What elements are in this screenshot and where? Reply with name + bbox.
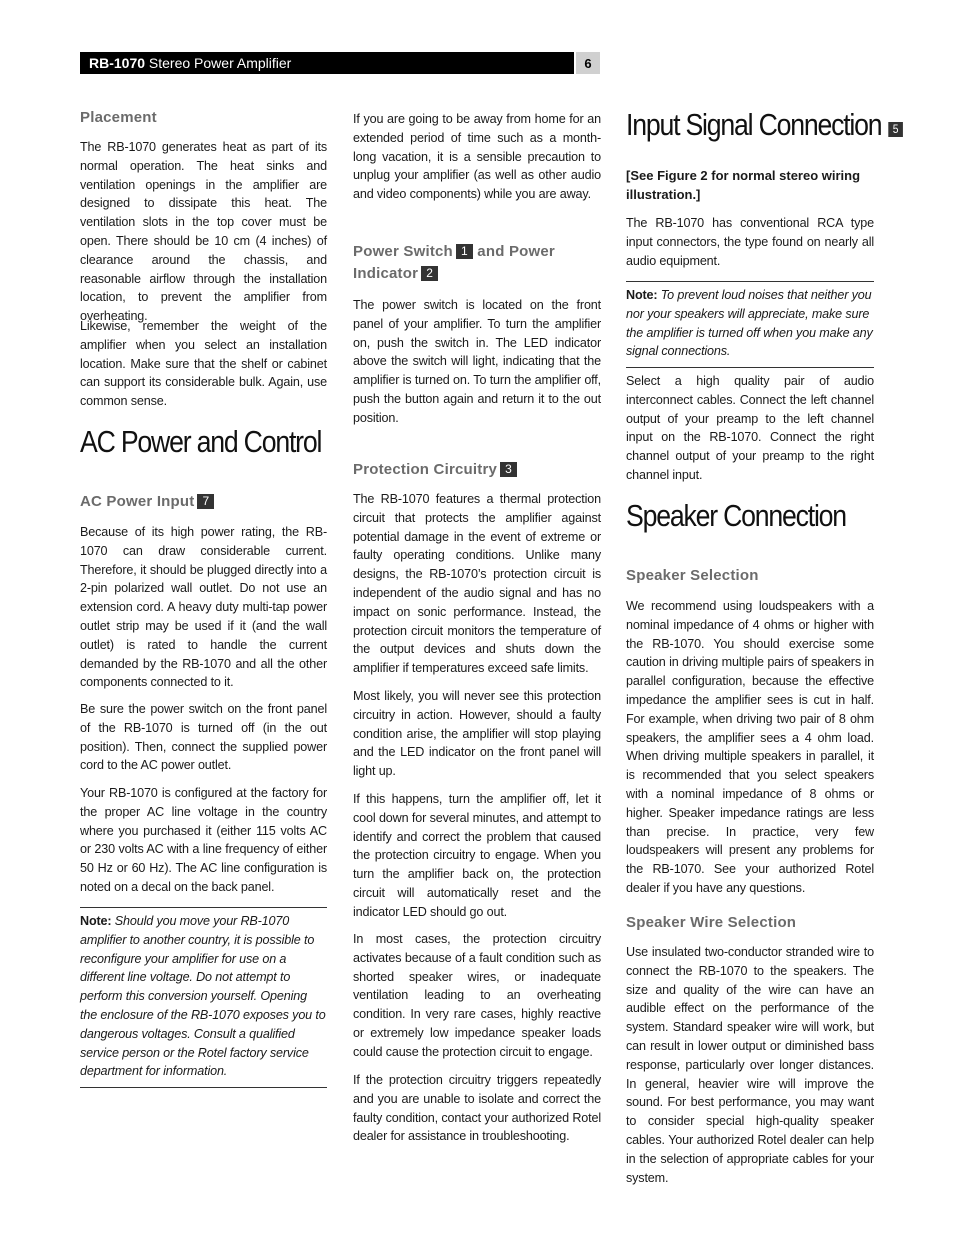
callout-number-3: 3 (500, 462, 517, 477)
speaker-selection-paragraph: We recommend using loudspeakers with a nominal impedance of 4 ohms or higher with the RB-1070. You should exercise some caution in driving multiple pairs of speakers in parallel configuration, because the effective impedance the amplifier sees is cut in half. For example, when driving two pair of 8 ohm speakers, the amplifier sees a 4 ohm load. When driving multiple speakers in parallel, it is recommended that you select speakers with a nominal impedance of 8 ohms or higher. Speaker impedance ratings are less than precise. In practice, very few loudspeakers will present any problems for the RB-1070. See your authorized Rotel dealer if you have any questions. (626, 599, 874, 895)
heading-power-switch-label-a: Power Switch (353, 243, 453, 260)
heading-protection-circuitry (353, 459, 601, 481)
heading-speaker-wire: Speaker Wire Selection (626, 914, 797, 931)
heading-power-switch (353, 241, 601, 285)
protection-paragraph-1: The RB-1070 features a thermal protection circuit that protects the amplifier against potential damage in the event of extreme or faulty operating conditions. Unlike many designs, the RB-1070’s protection circuit is independent of the audio signal and has no impact on sonic performance. Instead, the protection circuit monitors the temperature of the output devices and shuts down the amplifier if temperatures exceed safe limits. (353, 492, 601, 676)
input-paragraph-1: The RB-1070 has conventional RCA type input connectors, the type found on nearly all audio equipment. (626, 216, 874, 268)
header-model: RB-1070 (89, 55, 146, 71)
heading-speaker-selection: Speaker Selection (626, 567, 759, 584)
placement-paragraph-1: The RB-1070 generates heat as part of its normal operation. The heat sinks and ventilation openings in the amplifier are designed to dissipate this heat. The ventilation slots in the top cover must be open. There should be 10 cm (4 inches) of clearance around the chassis, and reasonable airflow through the installation location, to prevent the amplifier from overheating. (80, 140, 327, 324)
protection-paragraph-2: Most likely, you will never see this protection circuitry in action. However, should a faulty condition arise, the amplifier will stop playing and the LED indicator on the front panel will light up. (353, 689, 601, 779)
section-title-ac-power: AC Power and Control (80, 424, 322, 459)
page-number: 6 (576, 52, 600, 74)
page-header (80, 52, 574, 74)
note-label: Note: (80, 914, 112, 928)
note-signal-connection (626, 281, 874, 368)
heading-ac-power-input-label: AC Power Input (80, 493, 195, 510)
note-text: To prevent loud noises that neither you nor your speakers will appreciate, make sure the amplifier is turned off when you make any signal connections. (626, 288, 873, 359)
protection-paragraph-4: In most cases, the protection circuitry activates because of a fault condition such as shorted speaker wires, or inadequate ventilation leading to an overheating condition. In very rare cases, highly reactive or extremely low impedance speaker loads could cause the protection circuit to engage. (353, 932, 601, 1059)
placement-paragraph-2: Likewise, remember the weight of the amplifier when you select an installation location. Make sure that the shelf or cabinet can support its considerable bulk. Again, use common sense. (80, 319, 327, 409)
section-title-speaker-connection: Speaker Connection (626, 498, 846, 533)
input-paragraph-2: Select a high quality pair of audio interconnect cables. Connect the left channel output of your preamp to the left channel input on the RB-1070. Connect the right channel output of your preamp to the right channel input. (626, 374, 874, 482)
note-label: Note: (626, 288, 658, 302)
power-switch-paragraph: The power switch is located on the front panel of your amplifier. To turn the amplifier on, push the switch in. The LED indicator above the switch will light, indicating that the amplifier is turned on. To turn the amplifier off, push the button again and return it to the out position. (353, 298, 601, 425)
callout-number-5: 5 (888, 122, 903, 137)
section-title-input-signal-label: Input Signal Connection (626, 107, 882, 142)
heading-protection-label: Protection Circuitry (353, 461, 498, 478)
ac-paragraph-2: Be sure the power switch on the front panel of the RB-1070 is turned off (in the out position). Then, connect the supplied power cord to the AC power outlet. (80, 702, 327, 773)
figure-reference: [See Figure 2 for normal stereo wiring illustration.] (626, 168, 861, 202)
speaker-wire-paragraph: Use insulated two-conductor stranded wire to connect the RB-1070 to the speakers. The size and quality of the wire can have an audible effect on the performance of the system. Standard speaker wire will work, but can result in lower output or diminished bass response, particularly over longer distances. In general, heavier wire will improve the sound. For best performance, you may want to consider special high-quality speaker cables. Your authorized Rotel dealer can help in the selection of appropriate cables for your system. (626, 945, 874, 1185)
protection-paragraph-3: If this happens, turn the amplifier off, let it cool down for several minutes, and attempt to identify and correct the problem that caused the protection circuitry to engage. When you turn the amplifier back on, the protection circuit will automatically reset and the indicator LED should go out. (353, 792, 601, 919)
away-paragraph: If you are going to be away from home for an extended period of time such as a month-long vacation, it is a sensible precaution to unplug your amplifier (as well as other audio and video components) while you are away. (353, 112, 601, 202)
note-text: Should you move your RB-1070 amplifier to another country, it is possible to reconfigure your amplifier for use on a different line voltage. Do not attempt to perform this conversion yourself. Opening the enclosure of the RB-1070 exposes you to dangerous voltages. Consult a qualified service person or the Rotel factory service department for information. (80, 914, 326, 1079)
callout-number-7: 7 (197, 494, 214, 509)
header-subtitle: Stereo Power Amplifier (145, 55, 292, 71)
callout-number-1: 1 (456, 244, 473, 259)
protection-paragraph-5: If the protection circuitry triggers repeatedly and you are unable to isolate and correct the faulty condition, contact your authorized Rotel dealer for assistance in troubleshooting. (353, 1073, 601, 1144)
heading-power-switch-label-b: and Power Indicator (353, 243, 555, 282)
ac-paragraph-1: Because of its high power rating, the RB-1070 can draw considerable current. Therefore, it should be plugged directly into a 2-pin polarized wall outlet. Do not use an extension cord. A heavy duty multi-tap power outlet strip may be used if it (and the wall outlet) is rated to handle the current demanded by the RB-1070 and all the other components connected to it. (80, 525, 327, 690)
heading-placement: Placement (80, 109, 157, 126)
callout-number-2: 2 (421, 266, 438, 281)
note-voltage (80, 907, 327, 1088)
heading-ac-power-input (80, 491, 327, 513)
section-title-input-signal (626, 107, 899, 143)
ac-paragraph-3: Your RB-1070 is configured at the factory for the proper AC line voltage in the country where you purchased it (either 115 volts AC or 230 volts AC with a line frequency of either 50 Hz or 60 Hz). The AC line configuration is noted on a decal on the back panel. (80, 786, 327, 894)
